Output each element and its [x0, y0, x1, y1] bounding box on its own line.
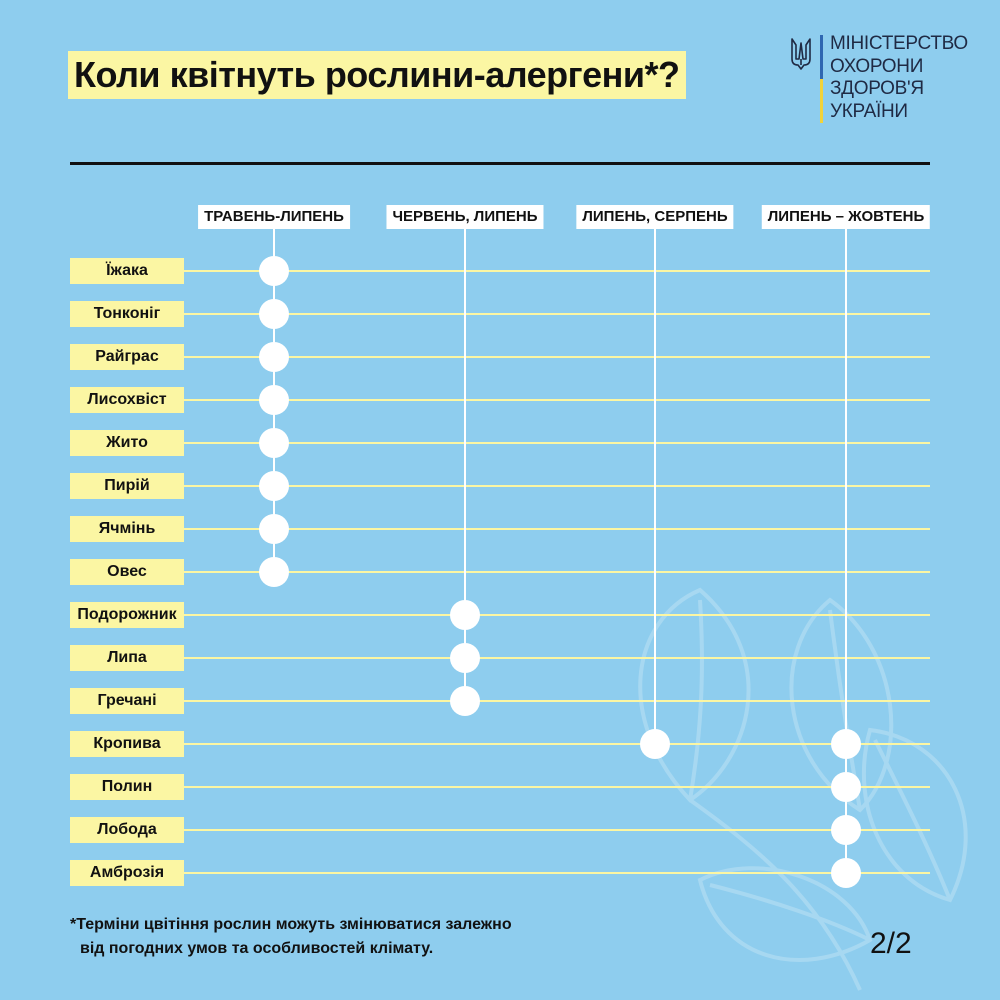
- plant-label: Кропива: [70, 731, 184, 757]
- plant-label: Овес: [70, 559, 184, 585]
- plant-label: Жито: [70, 430, 184, 456]
- plant-label: Полин: [70, 774, 184, 800]
- plant-label: Їжака: [70, 258, 184, 284]
- plant-label: Пирій: [70, 473, 184, 499]
- bloom-marker: [259, 557, 289, 587]
- bloom-marker: [259, 428, 289, 458]
- ministry-name-line: УКРАЇНИ: [830, 100, 908, 122]
- plant-label: Ячмінь: [70, 516, 184, 542]
- period-header: ЛИПЕНЬ, СЕРПЕНЬ: [576, 205, 733, 229]
- ministry-name-line: ОХОРОНИ: [830, 55, 924, 77]
- bloom-marker: [831, 772, 861, 802]
- period-header: ТРАВЕНЬ-ЛИПЕНЬ: [198, 205, 350, 229]
- row-lines: [184, 271, 930, 873]
- page-title: Коли квітнуть рослини-алергени*?: [68, 51, 686, 99]
- leaf-icon: [864, 730, 966, 900]
- bloom-marker: [831, 815, 861, 845]
- period-header: ЛИПЕНЬ – ЖОВТЕНЬ: [762, 205, 930, 229]
- bloom-marker: [450, 686, 480, 716]
- bloom-marker: [259, 256, 289, 286]
- bloom-marker: [259, 385, 289, 415]
- bloom-marker: [831, 729, 861, 759]
- bloom-marker: [259, 514, 289, 544]
- footnote-line: *Терміни цвітіння рослин можуть змінюватися залежно: [70, 916, 512, 933]
- plant-label: Липа: [70, 645, 184, 671]
- page-number: 2/2: [870, 927, 912, 960]
- bloom-marker: [450, 643, 480, 673]
- bloom-marker: [831, 858, 861, 888]
- leaf-decoration: [640, 590, 965, 990]
- footnote: [70, 913, 512, 961]
- plant-label: Лобода: [70, 817, 184, 843]
- ministry-name-line: МІНІСТЕРСТВО: [830, 33, 968, 54]
- column-lines: [274, 229, 846, 873]
- bloom-marker: [259, 471, 289, 501]
- footnote-line: від погодних умов та особливостей клімату.: [80, 940, 434, 957]
- ministry-name-line: ЗДОРОВ'Я: [830, 78, 924, 99]
- bloom-marker: [640, 729, 670, 759]
- plant-label: Тонконіг: [70, 301, 184, 327]
- bloom-marker: [259, 342, 289, 372]
- plant-label: Лисохвіст: [70, 387, 184, 413]
- plant-label: Подорожник: [70, 602, 184, 628]
- bloom-marker: [450, 600, 480, 630]
- bloom-marker: [259, 299, 289, 329]
- period-header: ЧЕРВЕНЬ, ЛИПЕНЬ: [386, 205, 543, 229]
- plant-label: Райграс: [70, 344, 184, 370]
- plant-label: Амброзія: [70, 860, 184, 886]
- plant-label: Гречані: [70, 688, 184, 714]
- leaf-icon: [640, 590, 748, 800]
